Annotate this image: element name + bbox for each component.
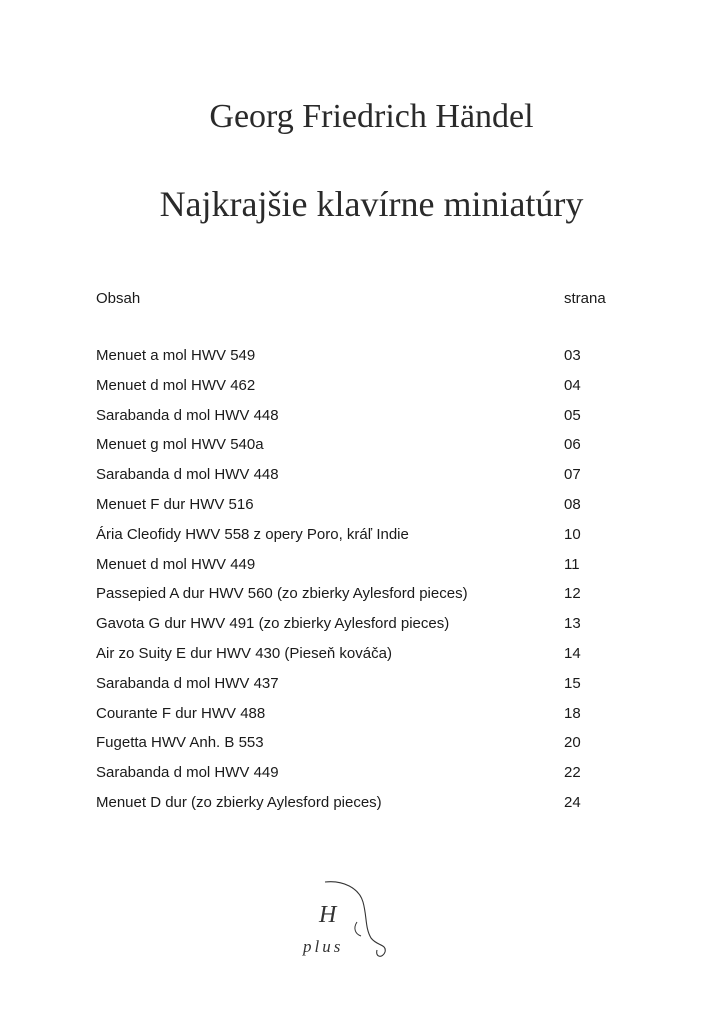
toc-entry-title: Sarabanda d mol HWV 448 [96,406,279,424]
composer-name: Georg Friedrich Händel [209,98,534,135]
toc-entry-title: Sarabanda d mol HWV 449 [96,764,279,782]
toc-entry-title: Sarabanda d mol HWV 448 [96,466,279,484]
toc-header [96,290,616,310]
toc-entry [96,584,616,614]
toc-entry-page: 20 [564,734,581,752]
toc-entry-page: 03 [564,347,581,364]
toc-entry-page: 15 [564,674,581,692]
toc-entry-page: 12 [564,585,581,603]
toc-entry-title: Menuet g mol HWV 540a [96,436,264,454]
toc-entry [96,376,616,406]
toc-entry [96,495,616,525]
toc-entry-title: Gavota G dur HWV 491 (zo zbierky Aylesford pieces) [96,615,450,633]
toc-entry [96,614,616,644]
toc-entry [96,406,616,436]
toc-entry-title: Sarabanda d mol HWV 437 [96,674,279,692]
toc-entry-page: 11 [564,555,580,573]
toc-entry-title: Air zo Suity E dur HWV 430 (Pieseň kováča) [96,644,392,662]
toc-entry-title: Menuet F dur HWV 516 [96,495,254,513]
logo-letter: H [319,902,337,928]
toc-entry [96,435,616,465]
toc-heading-page: strana [564,290,606,307]
toc-entry [96,465,616,495]
toc-entry-page: 18 [564,704,581,722]
toc-entry-page: 05 [564,406,581,424]
toc-entry [96,346,616,376]
toc-entry-title: Ária Cleofidy HWV 558 z opery Poro, kráľ Indie [96,525,409,543]
toc-entry [96,644,616,674]
toc-entry-page: 04 [564,376,581,394]
toc-entry-title: Menuet d mol HWV 449 [96,555,256,573]
toc-entry [96,763,616,793]
toc-entry-title: Menuet D dur (zo zbierky Aylesford pieces) [96,793,382,811]
toc-entry-title: Courante F dur HWV 488 [96,704,266,722]
toc-entry-page: 22 [564,764,581,782]
toc-entry-title: Passepied A dur HWV 560 (zo zbierky Aylesford pieces) [96,585,468,603]
toc-entry [96,525,616,555]
toc-entry-page: 24 [564,793,581,811]
toc-entry-title: Menuet d mol HWV 462 [96,376,256,394]
toc-entry [96,733,616,763]
toc-entry-title: Fugetta HWV Anh. B 553 [96,734,264,752]
toc-entry-page: 14 [564,644,581,662]
toc-entry-page: 10 [564,525,581,543]
toc-entry [96,704,616,734]
toc-entry-page: 06 [564,436,581,454]
toc-entry [96,793,616,823]
toc-entry-page: 07 [564,466,581,484]
toc-entry-title: Menuet a mol HWV 549 [96,347,256,364]
book-title: Najkrajšie klavírne miniatúry [159,184,584,224]
toc-heading-contents: Obsah [96,290,141,307]
toc-entry [96,674,616,704]
publisher-logo [295,878,395,968]
logo-word: plus [303,937,344,956]
toc-list [96,346,616,823]
toc-entry [96,555,616,585]
toc-entry-page: 08 [564,495,581,513]
toc-entry-page: 13 [564,615,581,633]
